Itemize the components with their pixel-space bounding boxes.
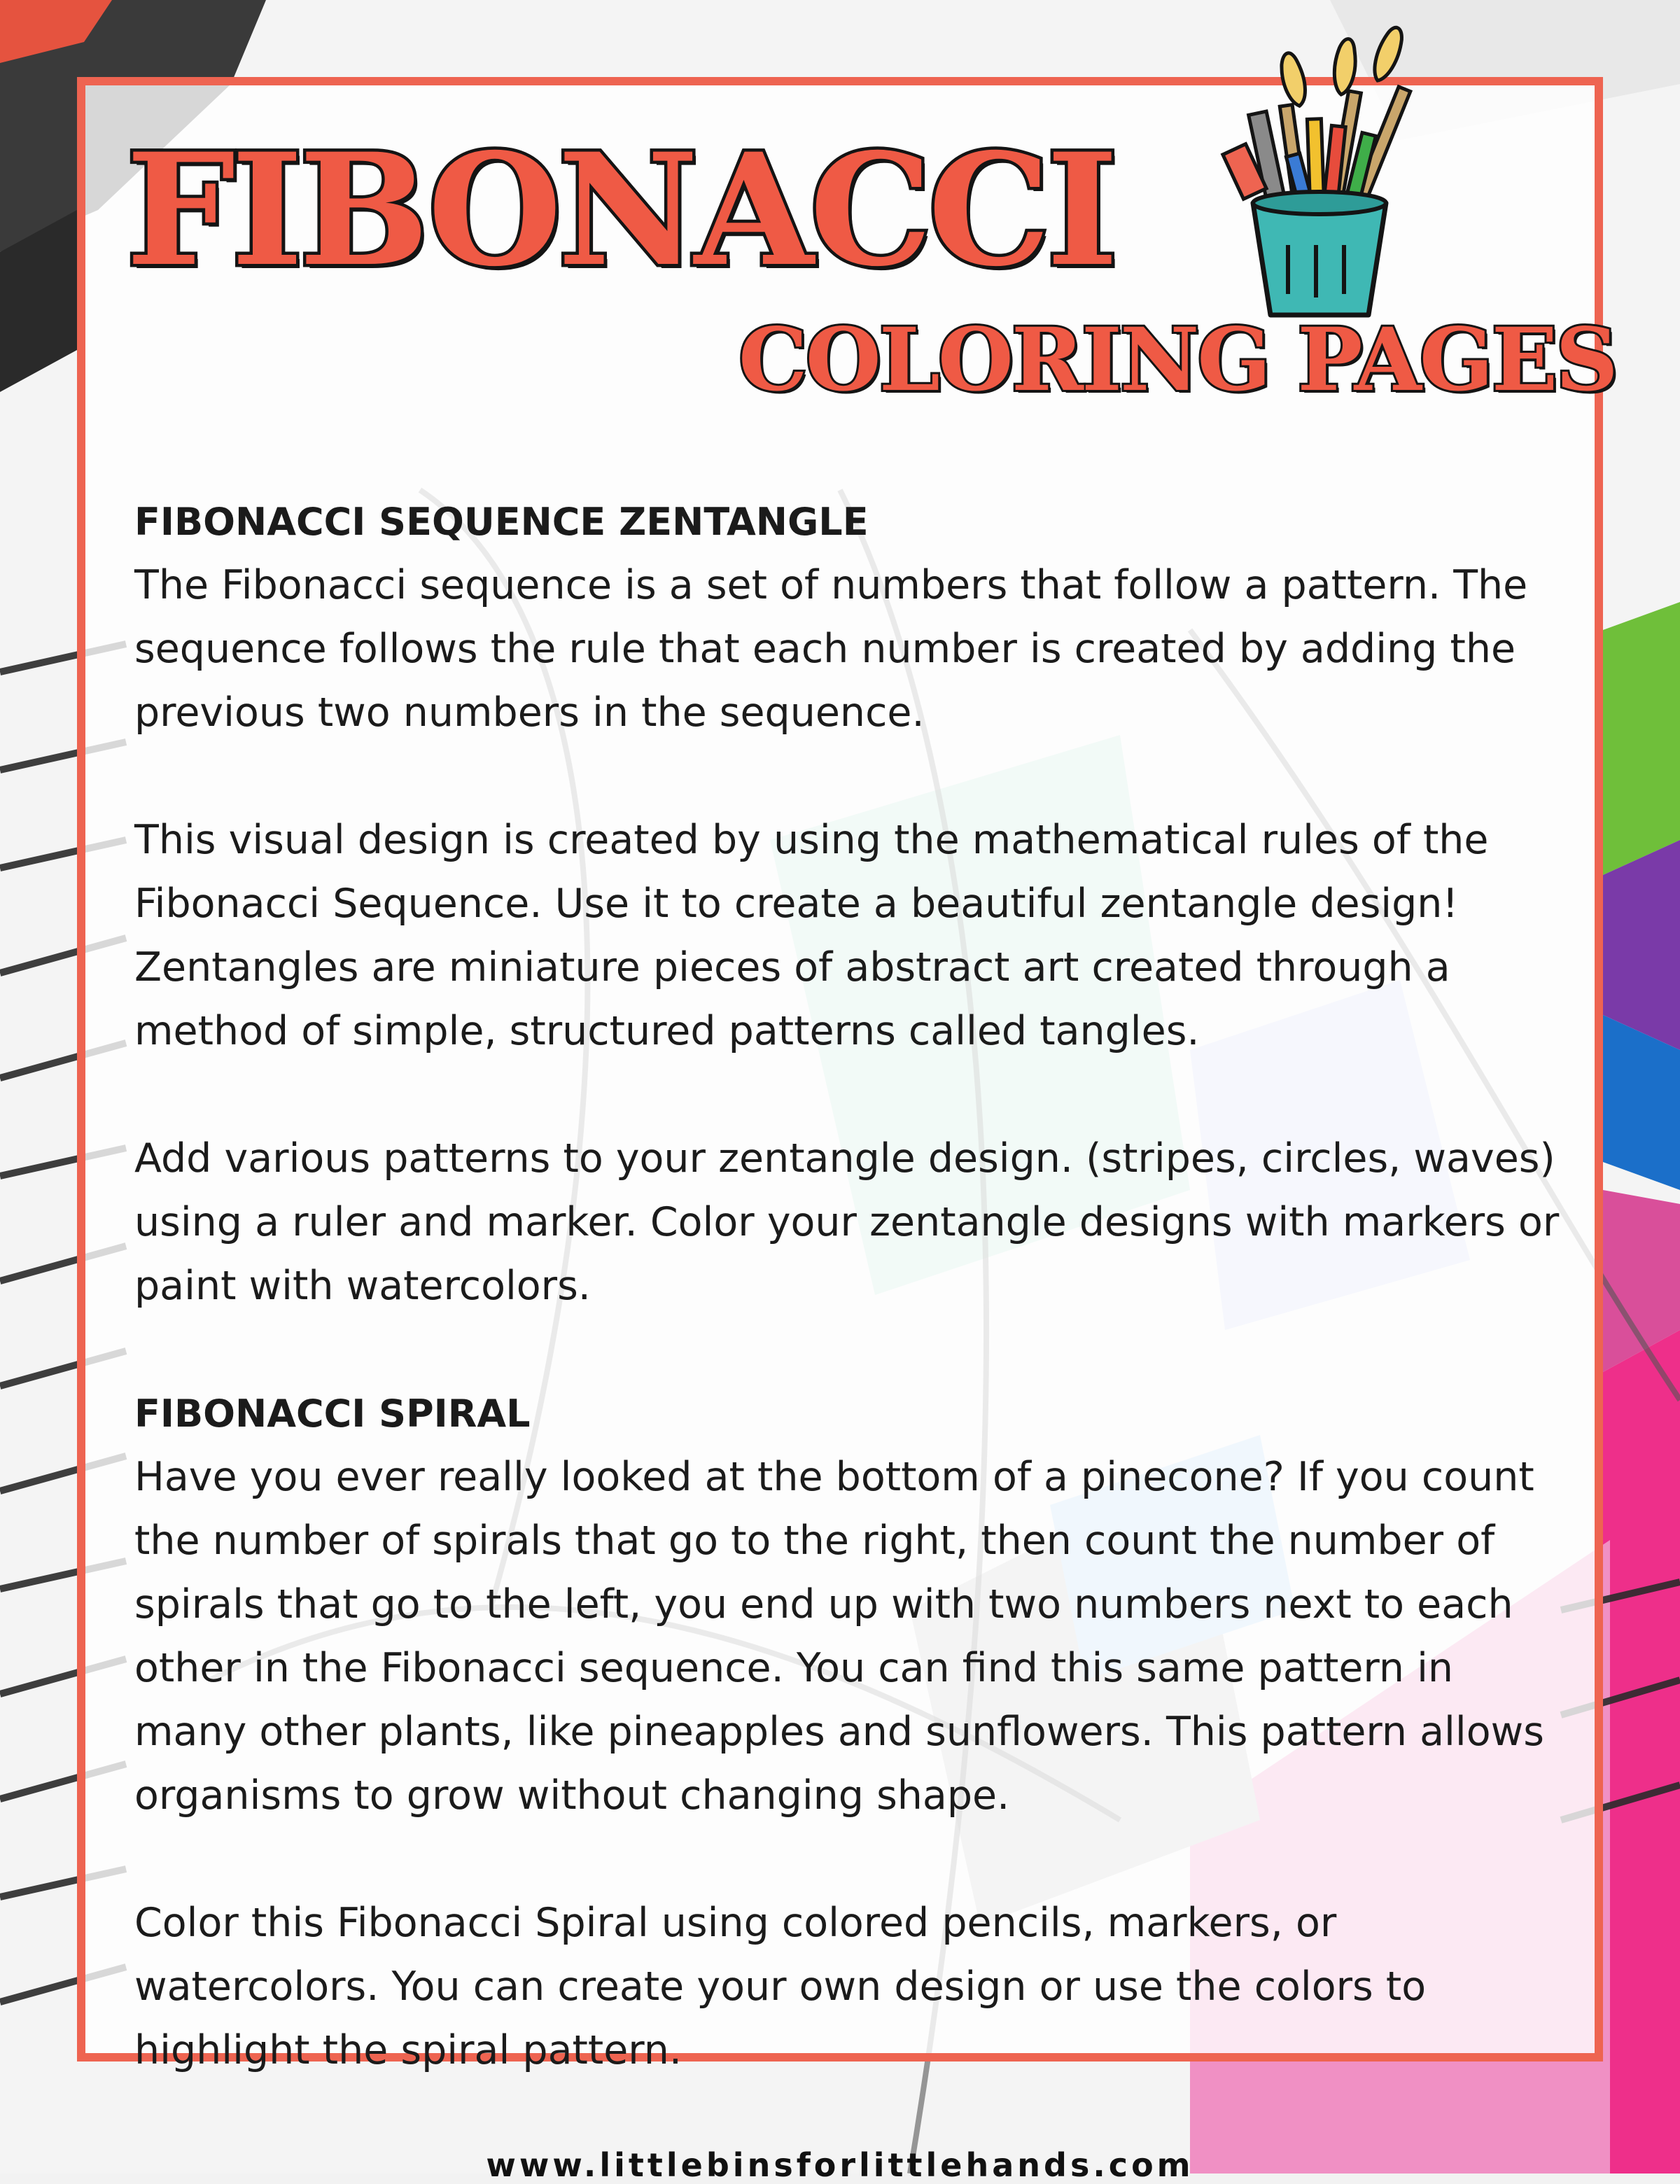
page-title: FIBONACCI <box>126 119 1114 300</box>
page-subtitle: COLORING PAGES <box>738 309 1616 411</box>
article-body <box>134 490 1569 2082</box>
paragraph: The Fibonacci sequence is a set of numbers that follow a pattern. The sequence follows the rule that each number is created by adding the previous two numbers in the sequence. <box>134 562 1528 736</box>
art-supplies-cup-icon <box>1211 14 1414 322</box>
section-heading: FIBONACCI SEQUENCE ZENTANGLE <box>134 500 869 544</box>
paragraph-gap <box>134 1063 1569 1127</box>
paragraph: Color this Fibonacci Spiral using colored pencils, markers, or watercolors. You can create your own design or use the colors to highlight the spiral pattern. <box>134 1900 1427 2073</box>
paragraph-gap <box>134 1828 1569 1891</box>
paragraph-gap <box>134 745 1569 808</box>
section-spiral <box>134 1382 1569 2082</box>
paragraph: Have you ever really looked at the bottom of a pinecone? If you count the number of spirals that go to the right, then count the number of spirals that go to the left, you end up with two numbers next to each other in the Fibonacci sequence. You can find this same pattern in many other plants, like pineapples and sunflowers. This pattern allows organisms to grow without changing shape. <box>134 1454 1544 1819</box>
section-gap <box>134 1318 1569 1382</box>
paragraph: Add various patterns to your zentangle design. (stripes, circles, waves) using a ruler and marker. Color your zentangle designs with markers or paint with watercolors. <box>134 1135 1560 1309</box>
footer-url[interactable]: www.littlebinsforlittlehands.com <box>486 2146 1194 2184</box>
section-heading: FIBONACCI SPIRAL <box>134 1392 531 1436</box>
paragraph: This visual design is created by using the mathematical rules of the Fibonacci Sequence. Use it to create a beautiful zentangle design! Zentangles are miniature pieces of abstract art created through a method of simple, structured patterns called tangles. <box>134 817 1489 1054</box>
section-zentangle <box>134 490 1569 1318</box>
